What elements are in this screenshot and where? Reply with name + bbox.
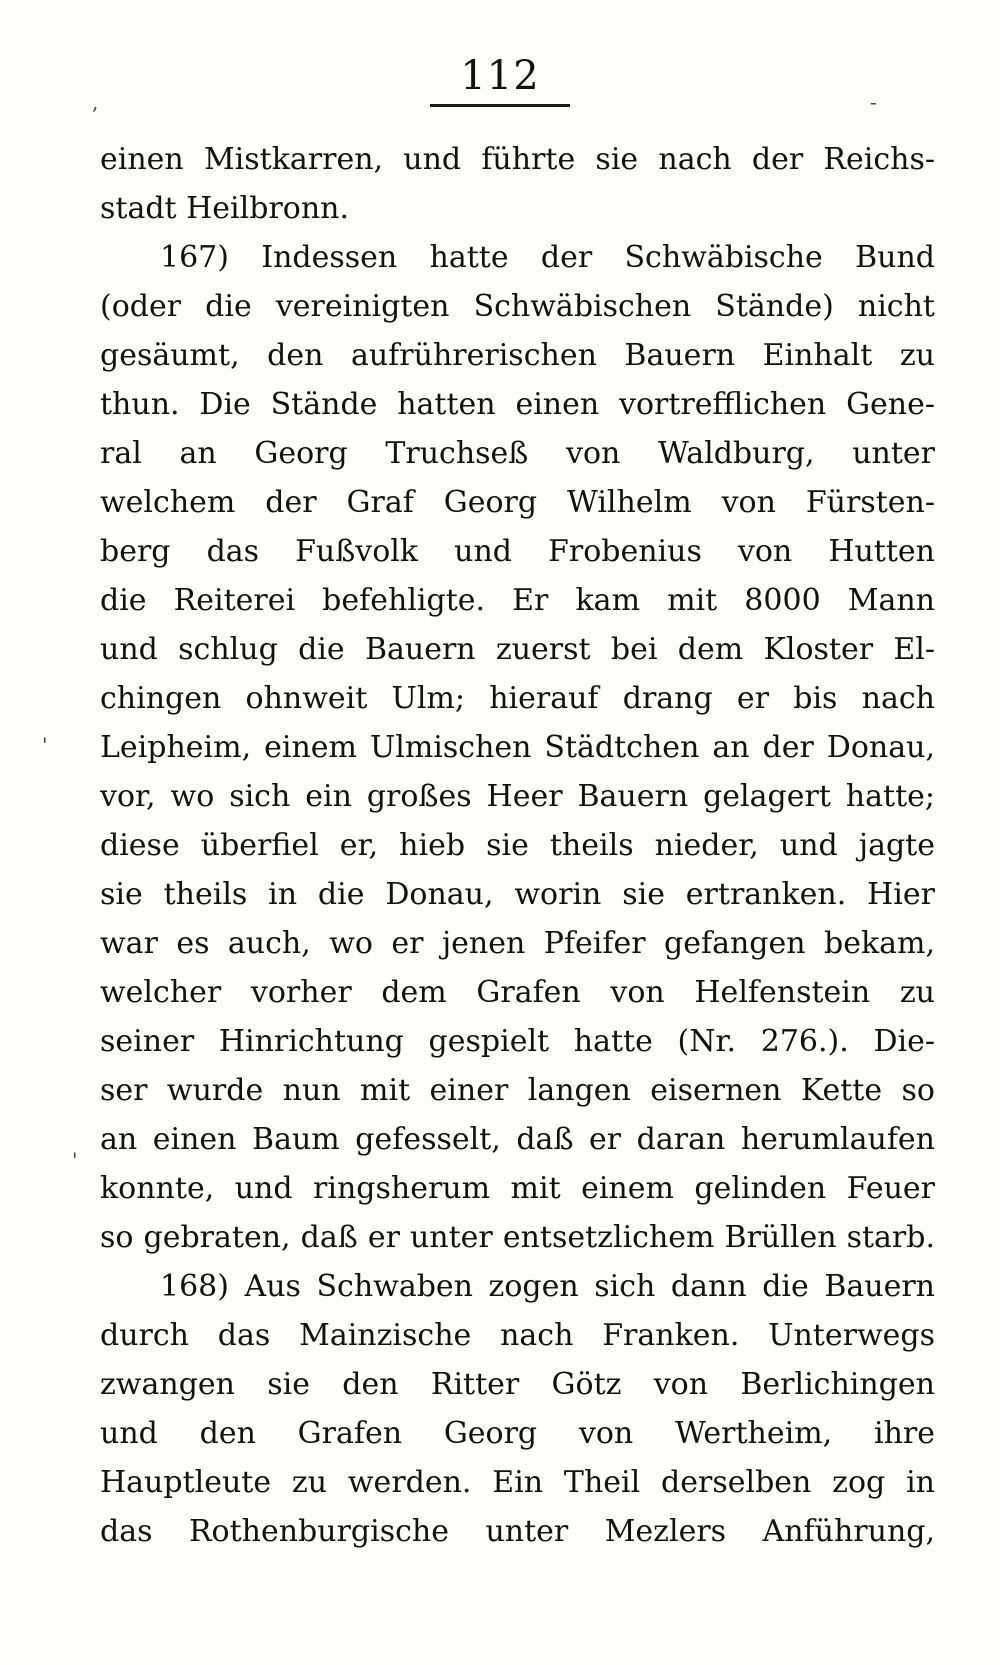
text-line: ral an Georg Truchseß von Waldburg, unter — [100, 436, 935, 471]
text-line: und den Grafen Georg von Wertheim, ihre — [100, 1416, 935, 1451]
text-line: sie theils in die Donau, worin sie ertranken. Hier — [100, 877, 935, 912]
scan-speck: ' — [42, 733, 48, 757]
text-line: zwangen sie den Ritter Götz von Berlichingen — [100, 1367, 935, 1402]
header-rule — [430, 104, 570, 107]
text-line: seiner Hinrichtung gespielt hatte (Nr. 276.). Die- — [100, 1024, 935, 1059]
text-line: konnte, und ringsherum mit einem gelinden Feuer — [100, 1171, 935, 1206]
text-line: an einen Baum gefesselt, daß er daran herumlaufen — [100, 1122, 935, 1157]
text-line: (oder die vereinigten Schwäbischen Stände) nicht — [100, 289, 935, 324]
text-line: Hauptleute zu werden. Ein Theil derselben zog in — [100, 1465, 935, 1500]
text-line: das Rothenburgische unter Mezlers Anführung, — [100, 1514, 935, 1549]
text-line: Leipheim, einem Ulmischen Städtchen an der Donau, — [100, 730, 935, 765]
text-line: diese überfiel er, hieb sie theils nieder, und jagte — [100, 828, 935, 863]
page-number: 112 — [460, 53, 540, 99]
text-line: war es auch, wo er jenen Pfeifer gefangen bekam, — [100, 926, 935, 961]
text-line: berg das Fußvolk und Frobenius von Hutten — [100, 534, 935, 569]
scan-speck: - — [870, 90, 877, 114]
scan-speck: ' — [72, 1148, 78, 1172]
text-line: und schlug die Bauern zuerst bei dem Kloster El- — [100, 632, 935, 667]
paragraph-168-start: 168) Aus Schwaben zogen sich dann die Bauern — [160, 1269, 935, 1304]
text-line: die Reiterei befehligte. Er kam mit 8000 Mann — [100, 583, 935, 618]
text-line: einen Mistkarren, und führte sie nach der Reichs- — [100, 142, 935, 177]
text-line: chingen ohnweit Ulm; hierauf drang er bis nach — [100, 681, 935, 716]
text-line: so gebraten, daß er unter entsetzlichem Brüllen starb. — [100, 1220, 935, 1255]
text-line: thun. Die Stände hatten einen vortrefflichen Gene- — [100, 387, 935, 422]
text-line: ser wurde nun mit einer langen eisernen Kette so — [100, 1073, 935, 1108]
scan-speck: , — [92, 90, 99, 114]
body-text — [100, 135, 935, 1556]
text-line: welcher vorher dem Grafen von Helfenstein zu — [100, 975, 935, 1010]
paragraph-167-start: 167) Indessen hatte der Schwäbische Bund — [160, 240, 935, 275]
text-line: stadt Heilbronn. — [100, 191, 350, 226]
text-line: vor, wo sich ein großes Heer Bauern gelagert hatte; — [100, 779, 935, 814]
text-line: welchem der Graf Georg Wilhelm von Fürsten- — [100, 485, 935, 520]
text-line: durch das Mainzische nach Franken. Unterwegs — [100, 1318, 935, 1353]
text-line: gesäumt, den aufrührerischen Bauern Einhalt zu — [100, 338, 935, 373]
